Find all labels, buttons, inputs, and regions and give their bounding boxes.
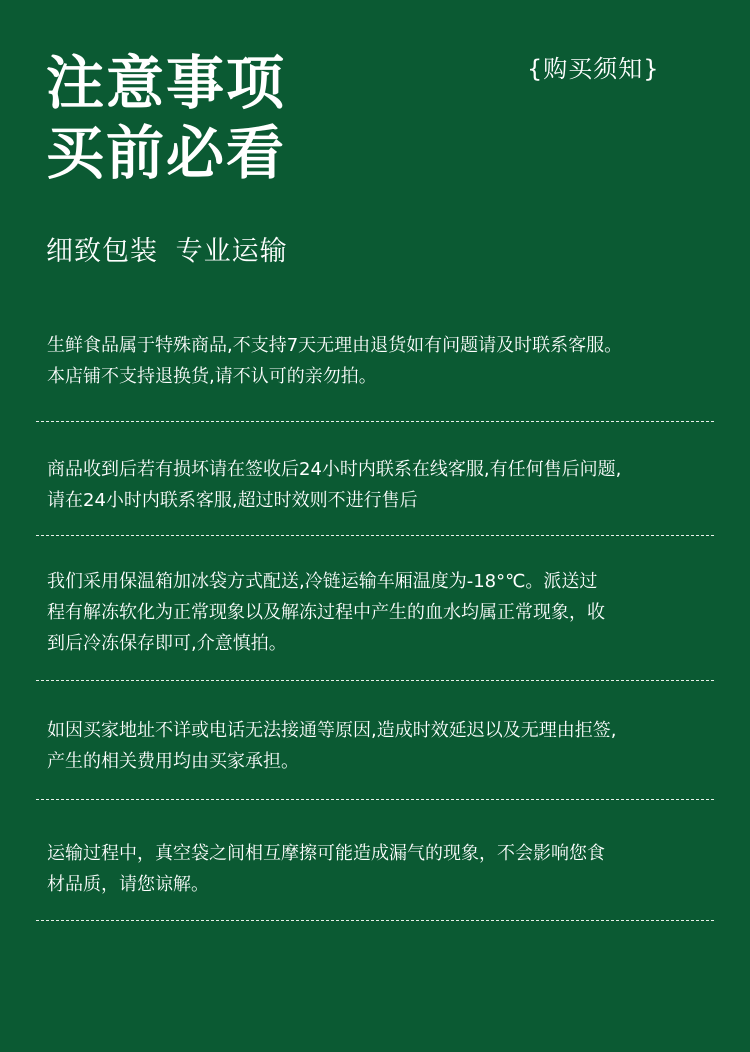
title-line-1: 注意事项 [46,49,287,117]
subtitle: 细致包装 专业运输 [46,236,288,267]
dashed-divider [36,920,714,921]
notice-address [47,715,713,777]
notice-line: 本店铺不支持退换货,请不认可的亲勿拍。 [47,366,377,387]
notice-line: 运输过程中，真空袋之间相互摩擦可能造成漏气的现象，不会影响您食 [47,843,605,864]
dashed-divider [36,680,714,681]
notice-line: 到后冷冻保存即可,介意慎拍。 [47,633,287,654]
notice-line: 生鲜食品属于特殊商品,不支持7天无理由退货如有问题请及时联系客服。 [47,335,623,356]
dashed-divider [36,535,714,536]
purchase-notice-tag: {购买须知} [527,55,660,83]
notice-line: 我们采用保温箱加冰袋方式配送,冷链运输车厢温度为-18°℃。派送过 [47,571,598,592]
title-line-2: 买前必看 [46,119,287,187]
notice-cold-chain [47,566,713,659]
page-title [46,48,286,188]
notice-vacuum-bag [47,838,713,900]
notice-line: 如因买家地址不详或电话无法接通等原因,造成时效延迟以及无理由拒签, [47,720,617,741]
notice-returns [47,330,713,392]
notice-line: 请在24小时内联系客服,超过时效则不进行售后 [47,490,418,511]
dashed-divider [36,421,714,422]
notice-line: 商品收到后若有损坏请在签收后24小时内联系在线客服,有任何售后问题, [47,459,622,480]
notice-damage [47,454,713,516]
notice-line: 材品质，请您谅解。 [47,874,209,895]
dashed-divider [36,799,714,800]
notice-line: 产生的相关费用均由买家承担。 [47,751,299,772]
notice-line: 程有解冻软化为正常现象以及解冻过程中产生的血水均属正常现象，收 [47,602,605,623]
